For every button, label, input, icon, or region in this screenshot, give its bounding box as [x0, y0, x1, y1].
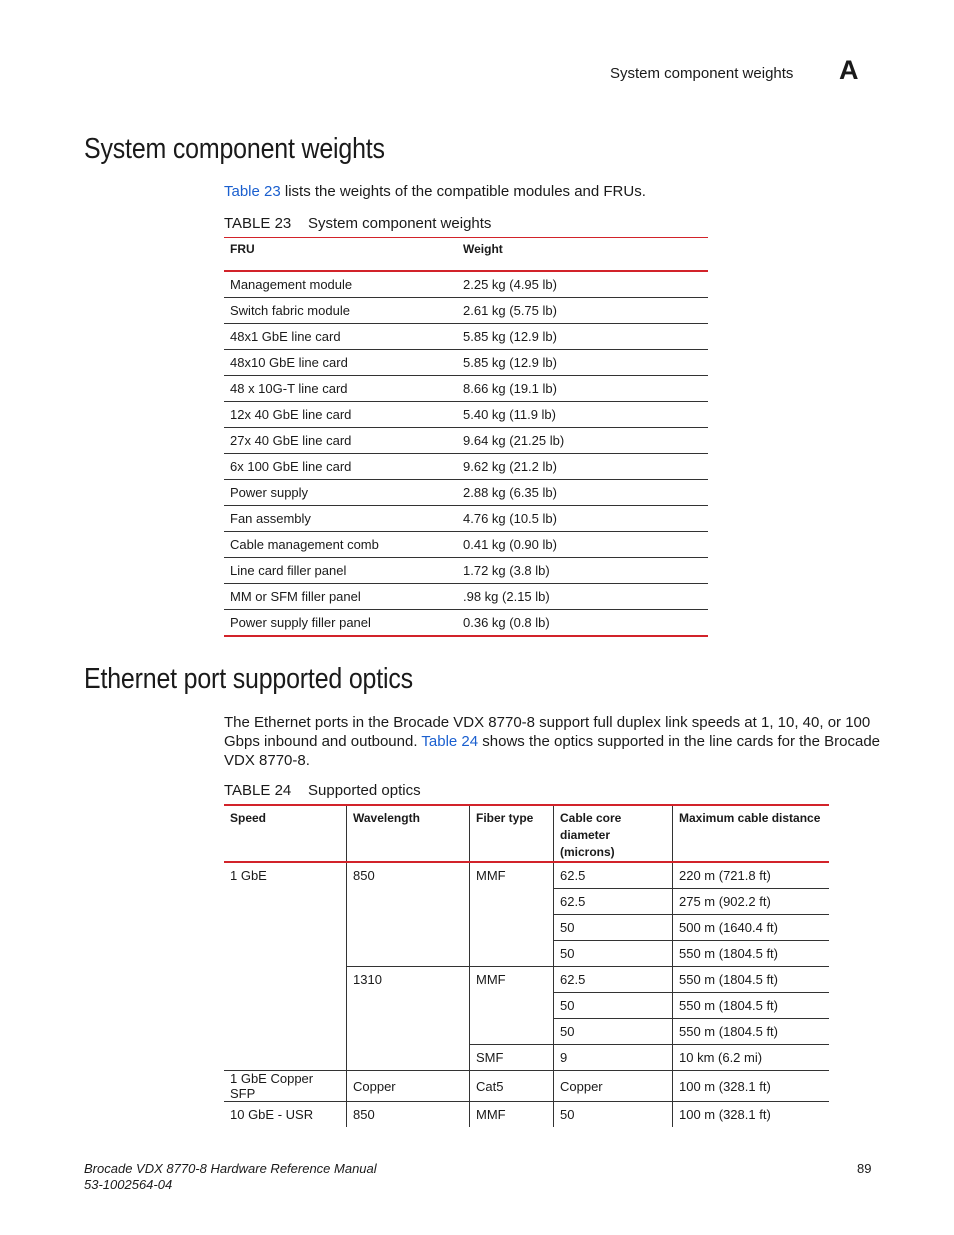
table-row [224, 376, 708, 402]
fru-cell: Line card filler panel [224, 558, 457, 584]
optics-intro-text-2: shows the optics supported in the line cards for the Brocade [478, 733, 881, 750]
optics-intro-line1: The Ethernet ports in the Brocade VDX 8770-8 support full duplex link speeds at 1, 10, 40, or 100 [224, 714, 871, 731]
table24-link[interactable]: Table 24 [421, 733, 479, 750]
fru-cell: 48 x 10G-T line card [224, 376, 457, 402]
weight-cell: 5.85 kg (12.9 lb) [457, 350, 708, 376]
page-number: 89 [857, 1161, 872, 1176]
core-diameter-cell: 50 [554, 993, 673, 1019]
core-diameter-cell: 62.5 [554, 967, 673, 993]
core-diameter-cell: 9 [554, 1045, 673, 1071]
table-row [224, 454, 708, 480]
table23-caption [224, 215, 491, 232]
intro-text: lists the weights of the compatible modules and FRUs. [280, 183, 646, 200]
wavelength-cell: 850 [347, 862, 470, 967]
wavelength-cell: 1310 [347, 967, 470, 1071]
table-row [224, 271, 708, 298]
column-header-fru: FRU [224, 238, 457, 272]
column-header-fiber-type: Fiber type [470, 805, 554, 862]
weight-cell: 5.40 kg (11.9 lb) [457, 402, 708, 428]
weight-cell: 2.61 kg (5.75 lb) [457, 298, 708, 324]
table23-title: System component weights [308, 215, 492, 232]
fiber-type-cell: MMF [470, 862, 554, 967]
appendix-letter: A [839, 55, 859, 85]
fru-cell: Cable management comb [224, 532, 457, 558]
section-heading-optics: Ethernet port supported optics [84, 663, 413, 695]
weights-intro [224, 182, 646, 201]
distance-cell: 100 m (328.1 ft) [673, 1102, 830, 1128]
fru-cell: 27x 40 GbE line card [224, 428, 457, 454]
weight-cell: 1.72 kg (3.8 lb) [457, 558, 708, 584]
core-diameter-cell: 62.5 [554, 889, 673, 915]
fru-cell: 48x10 GbE line card [224, 350, 457, 376]
table24-caption [224, 782, 421, 799]
fru-cell: Fan assembly [224, 506, 457, 532]
weight-cell: 4.76 kg (10.5 lb) [457, 506, 708, 532]
distance-cell: 10 km (6.2 mi) [673, 1045, 830, 1071]
fiber-type-cell: Cat5 [470, 1071, 554, 1102]
footer-doc-number: 53-1002564-04 [84, 1177, 173, 1192]
table-row [224, 402, 708, 428]
fru-cell: Power supply [224, 480, 457, 506]
speed-cell: 1 GbE Copper SFP [224, 1071, 347, 1102]
optics-intro-line3: VDX 8770-8. [224, 752, 310, 769]
column-header-weight: Weight [457, 238, 708, 272]
weight-cell: 8.66 kg (19.1 lb) [457, 376, 708, 402]
distance-cell: 550 m (1804.5 ft) [673, 993, 830, 1019]
table-row [224, 298, 708, 324]
column-header-core-diameter: Cable core diameter (microns) [554, 805, 673, 862]
column-header-wavelength: Wavelength [347, 805, 470, 862]
weight-cell: 2.25 kg (4.95 lb) [457, 271, 708, 298]
weight-cell: 9.62 kg (21.2 lb) [457, 454, 708, 480]
fru-cell: 12x 40 GbE line card [224, 402, 457, 428]
table23-label: TABLE 23 [224, 215, 292, 232]
wavelength-cell: 850 [347, 1102, 470, 1128]
fru-cell: 48x1 GbE line card [224, 324, 457, 350]
fiber-type-cell: MMF [470, 967, 554, 1045]
fru-cell: MM or SFM filler panel [224, 584, 457, 610]
fru-cell: Power supply filler panel [224, 610, 457, 637]
fiber-type-cell: SMF [470, 1045, 554, 1071]
core-diameter-cell: 50 [554, 941, 673, 967]
core-diameter-cell: 50 [554, 915, 673, 941]
fru-cell: 6x 100 GbE line card [224, 454, 457, 480]
table-row [224, 610, 708, 637]
weight-cell: 5.85 kg (12.9 lb) [457, 324, 708, 350]
distance-cell: 500 m (1640.4 ft) [673, 915, 830, 941]
footer [84, 1161, 377, 1193]
table-row [224, 532, 708, 558]
table23-link[interactable]: Table 23 [224, 183, 281, 200]
column-header-max-distance: Maximum cable distance [673, 805, 830, 862]
optics-intro-line2 [224, 732, 880, 751]
distance-cell: 220 m (721.8 ft) [673, 862, 830, 889]
distance-cell: 100 m (328.1 ft) [673, 1071, 830, 1102]
running-header-title: System component weights [610, 65, 794, 82]
speed-cell: 10 GbE - USR [230, 1107, 314, 1122]
core-diameter-cell: 50 [554, 1102, 673, 1128]
section-heading-weights: System component weights [84, 133, 385, 165]
weight-cell: .98 kg (2.15 lb) [457, 584, 708, 610]
table24-title: Supported optics [308, 782, 421, 799]
wavelength-cell: Copper [347, 1071, 470, 1102]
distance-cell: 550 m (1804.5 ft) [673, 941, 830, 967]
table-row [224, 506, 708, 532]
weight-cell: 0.36 kg (0.8 lb) [457, 610, 708, 637]
table-row [224, 350, 708, 376]
table-row [224, 480, 708, 506]
table-row [224, 584, 708, 610]
fru-cell: Management module [224, 271, 457, 298]
fru-cell: Switch fabric module [224, 298, 457, 324]
weight-cell: 0.41 kg (0.90 lb) [457, 532, 708, 558]
distance-cell: 550 m (1804.5 ft) [673, 967, 830, 993]
core-diameter-cell: Copper [554, 1071, 673, 1102]
table-row [224, 558, 708, 584]
weights-table [224, 237, 708, 637]
optics-table [224, 804, 829, 1127]
table-row [224, 324, 708, 350]
core-diameter-cell: 62.5 [554, 862, 673, 889]
table24-label: TABLE 24 [224, 782, 292, 799]
weight-cell: 9.64 kg (21.25 lb) [457, 428, 708, 454]
distance-cell: 550 m (1804.5 ft) [673, 1019, 830, 1045]
speed-cell: 1 GbE [224, 862, 347, 1071]
optics-intro-text: Gbps inbound and outbound. [224, 733, 422, 750]
distance-cell: 275 m (902.2 ft) [673, 889, 830, 915]
core-diameter-cell: 50 [554, 1019, 673, 1045]
footer-manual-title: Brocade VDX 8770-8 Hardware Reference Manual [84, 1161, 377, 1176]
column-header-speed: Speed [224, 805, 347, 862]
table-row [224, 428, 708, 454]
weight-cell: 2.88 kg (6.35 lb) [457, 480, 708, 506]
optics-intro [224, 713, 880, 770]
fiber-type-cell: MMF [470, 1102, 554, 1128]
